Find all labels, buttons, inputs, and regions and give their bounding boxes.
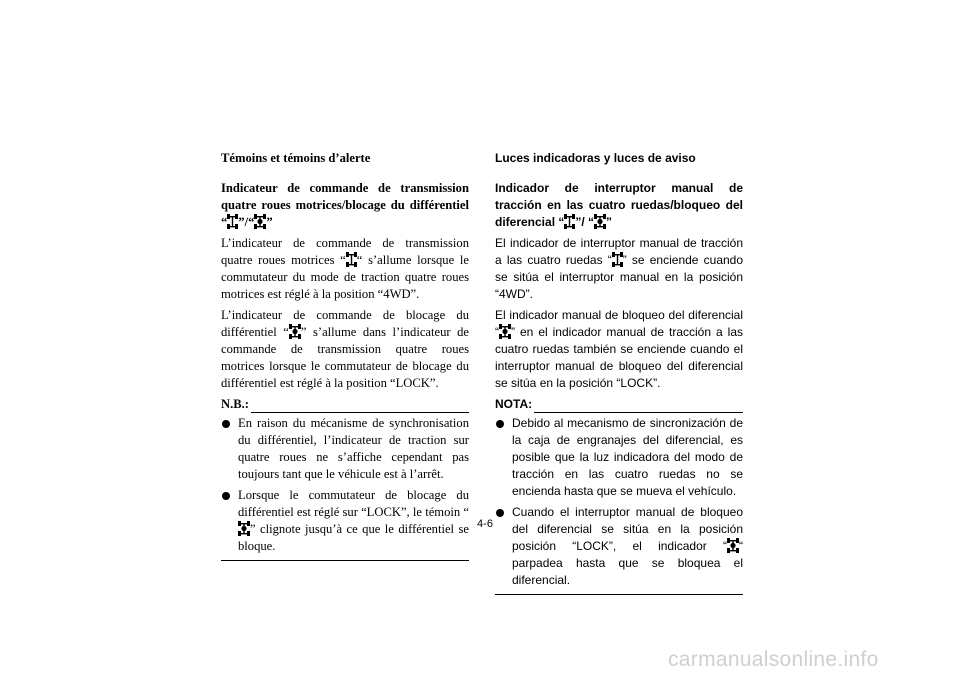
spanish-column	[495, 150, 743, 595]
list-item: En raison du mécanisme de synchronisation du différentiel, l’indicateur de traction sur quatre roues ne s’affiche cependant pas toujours tant que le véhicule est à l’arrêt.	[221, 415, 469, 483]
note-header	[495, 396, 743, 413]
note-end-rule	[495, 594, 743, 595]
bullet-dot	[222, 492, 230, 500]
paragraph-diff-lock: L’indicateur de commande de blocage du différentiel “ ” s’allume dans l’indicateur de commande de transmission quatre roues motrices lorsque le commutateur de blocage du différentiel est réglé à la position “LOCK”.	[221, 308, 470, 390]
note-end-rule	[221, 560, 469, 561]
indicator-heading: Indicateur de commande de transmission quatre roues motrices/blocage du différentiel “ ”/“ ”	[221, 181, 469, 229]
paragraph-diff-lock: El indicador manual de bloqueo del diferencial “ ” en el indicador manual de tracción a las cuatro ruedas también se enciende cuando el interruptor manual de bloqueo del diferencial se sitúa en la posición “LOCK”.	[495, 308, 743, 390]
note-list	[495, 415, 743, 589]
diff-lock-indicator-icon	[727, 538, 739, 553]
note-header	[221, 396, 469, 413]
section-title: Témoins et témoins d’alerte	[221, 151, 371, 165]
note-list	[221, 415, 469, 555]
bullet-dot	[496, 420, 504, 428]
note-rule	[534, 400, 743, 413]
bullet-dot	[496, 509, 504, 517]
list-item: Lorsque le commutateur de blocage du différentiel est réglé sur “LOCK”, le témoin “” clignote jusqu’à ce que le différentiel se bloque.	[221, 487, 469, 555]
indicator-heading: Indicador de interruptor manual de tracción en las cuatro ruedas/bloqueo del diferencial “ ”/ “ ”	[495, 181, 743, 229]
french-column	[221, 150, 469, 561]
diff-lock-indicator-icon	[594, 214, 606, 229]
diff-lock-indicator-icon	[238, 521, 250, 536]
4wd-indicator-icon	[564, 214, 575, 229]
watermark: carmanualsonline.info	[668, 648, 879, 671]
4wd-indicator-icon	[227, 214, 238, 229]
section-title: Luces indicadoras y luces de aviso	[495, 151, 696, 165]
diff-lock-indicator-icon	[254, 214, 266, 229]
4wd-indicator-icon	[346, 252, 357, 267]
list-item: Debido al mecanismo de sincronización de la caja de engranajes del diferencial, es posible que la luz indicadora del modo de tracción en las cuatro ruedas no se encienda hasta que se mueva el vehículo.	[495, 415, 743, 500]
note-label: NOTA:	[495, 397, 533, 411]
paragraph-4wd: El indicador de interruptor manual de tracción a las cuatro ruedas “ ” se enciende cuando se sitúa el interruptor manual en la posición “4WD”.	[495, 236, 744, 301]
paragraph-4wd: L’indicateur de commande de transmission quatre roues motrices “ “ s’allume lorsque le commutateur du mode de traction quatre roues motrices est réglé à la position “4WD”.	[221, 236, 469, 301]
note-rule	[251, 400, 469, 413]
diff-lock-indicator-icon	[499, 324, 511, 339]
diff-lock-indicator-icon	[289, 324, 301, 339]
page-number: 4-6	[477, 518, 493, 530]
bullet-dot	[222, 420, 230, 428]
4wd-indicator-icon	[612, 252, 623, 267]
list-item: Cuando el interruptor manual de bloqueo del diferencial se sitúa en la posición posición “LOCK”, el indicador “ “ parpadea hasta que se bloquea el diferencial.	[495, 504, 743, 589]
note-label: N.B.:	[221, 397, 249, 411]
